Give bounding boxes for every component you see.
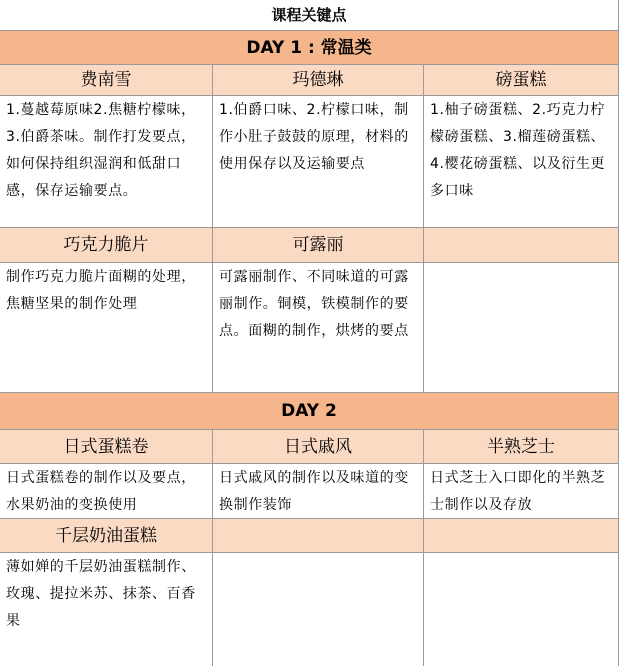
- content-empty: [424, 263, 619, 393]
- header-pound-cake: 磅蛋糕: [424, 65, 619, 96]
- content-empty: [213, 553, 424, 666]
- content-empty: [424, 553, 619, 666]
- day1-band: DAY 1 : 常温类: [0, 31, 619, 65]
- content-japanese-chiffon: 日式戚风的制作以及味道的变换制作装饰: [213, 464, 424, 519]
- header-mille-crepe: 千层奶油蛋糕: [0, 519, 213, 553]
- content-mille-crepe: 薄如婵的千层奶油蛋糕制作、玫瑰、提拉米苏、抹茶、百香果: [0, 553, 213, 666]
- table-title: 课程关键点: [0, 0, 619, 31]
- header-canele: 可露丽: [213, 228, 424, 263]
- header-empty: [424, 228, 619, 263]
- header-empty: [213, 519, 424, 553]
- content-chocolate-crisp: 制作巧克力脆片面糊的处理，焦糖坚果的制作处理: [0, 263, 213, 393]
- content-madeleine: 1.伯爵口味、2.柠檬口味，制作小肚子鼓鼓的原理，材料的使用保存以及运输要点: [213, 96, 424, 228]
- header-madeleine: 玛德琳: [213, 65, 424, 96]
- header-empty: [424, 519, 619, 553]
- content-pound-cake: 1.柚子磅蛋糕、2.巧克力柠檬磅蛋糕、3.榴莲磅蛋糕、4.樱花磅蛋糕、以及衍生更多口味: [424, 96, 619, 228]
- content-japanese-roll: 日式蛋糕卷的制作以及要点，水果奶油的变换使用: [0, 464, 213, 519]
- content-financier: 1.蔓越莓原味2.焦糖柠檬味，3.伯爵茶味。制作打发要点，如何保持组织湿润和低甜口感，保存运输要点。: [0, 96, 213, 228]
- header-half-baked-cheese: 半熟芝士: [424, 430, 619, 464]
- header-japanese-roll: 日式蛋糕卷: [0, 430, 213, 464]
- header-chocolate-crisp: 巧克力脆片: [0, 228, 213, 263]
- header-japanese-chiffon: 日式戚风: [213, 430, 424, 464]
- content-canele: 可露丽制作、不同味道的可露丽制作。铜模，铁模制作的要点。面糊的制作，烘烤的要点: [213, 263, 424, 393]
- content-half-baked-cheese: 日式芝士入口即化的半熟芝士制作以及存放: [424, 464, 619, 519]
- day2-band: DAY 2: [0, 393, 619, 430]
- header-financier: 费南雪: [0, 65, 213, 96]
